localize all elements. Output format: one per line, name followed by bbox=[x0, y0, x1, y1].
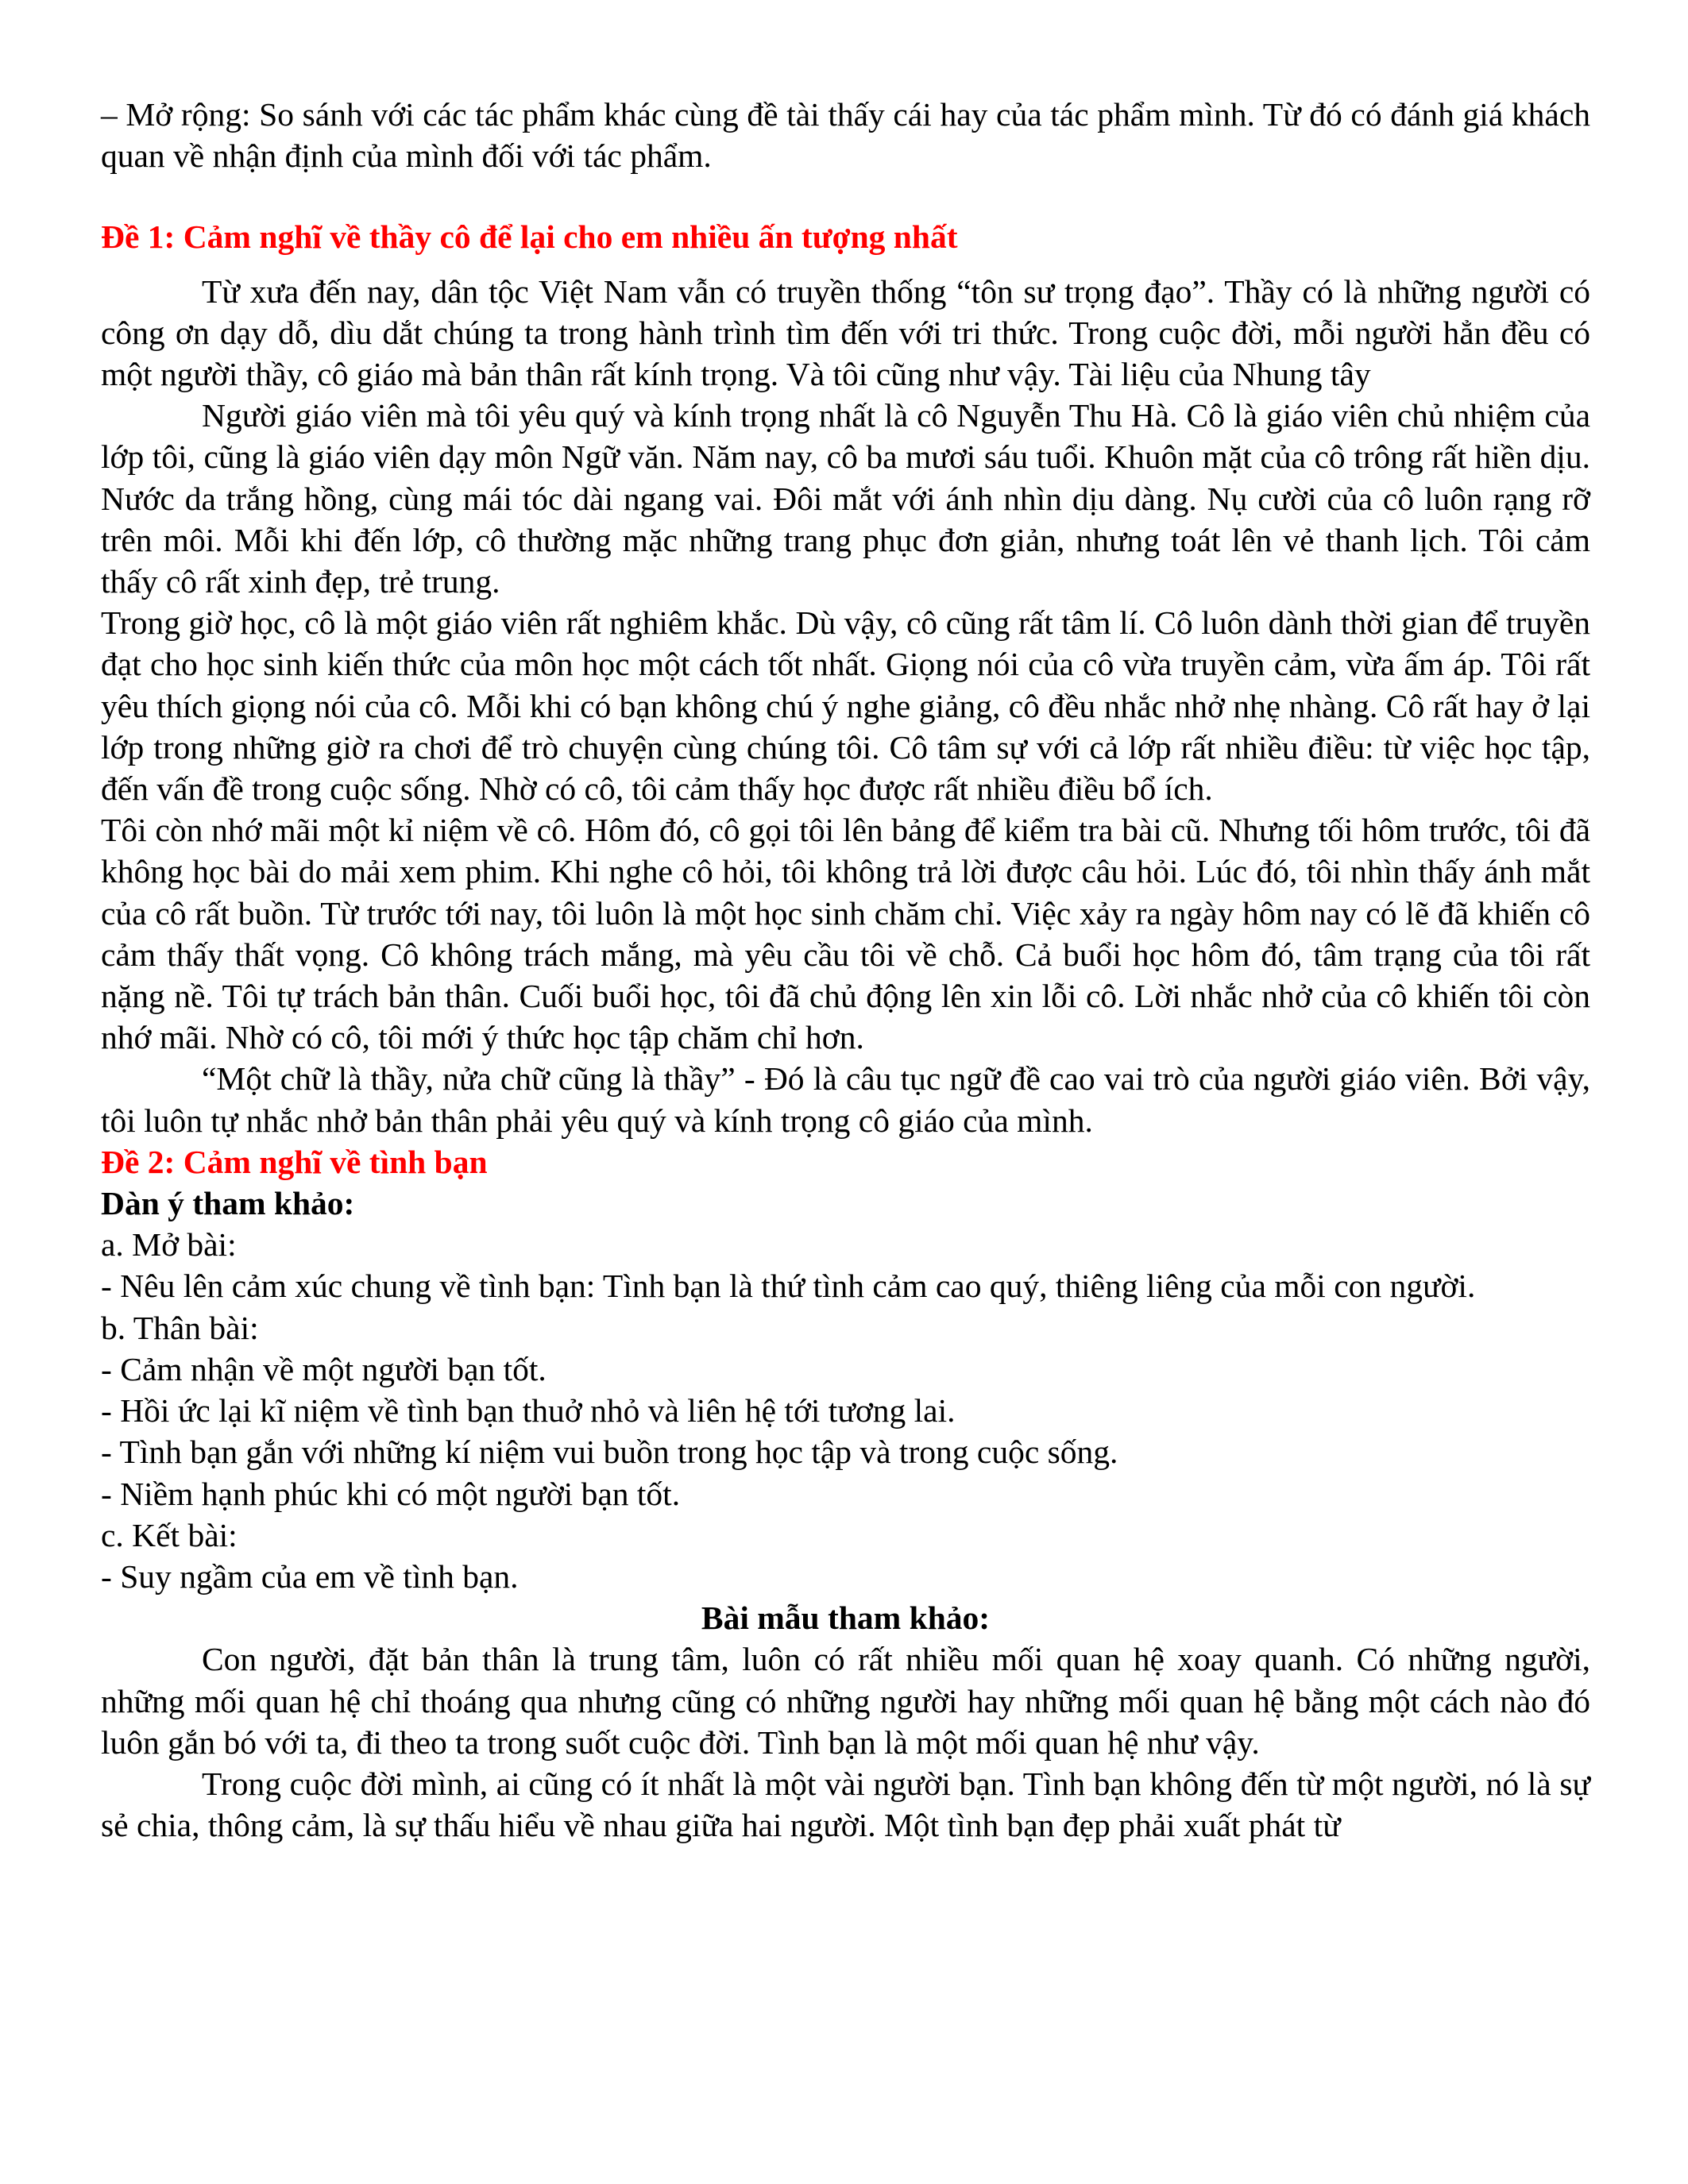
than-bai-item: - Niềm hạnh phúc khi có một người bạn tốt. bbox=[101, 1475, 681, 1512]
than-bai-item: - Hồi ức lại kĩ niệm về tình bạn thuở nhỏ và liên hệ tới tương lai. bbox=[101, 1392, 956, 1430]
spacer bbox=[101, 258, 1590, 271]
bai-mau-paragraph-1: Con người, đặt bản thân là trung tâm, luôn có rất nhiều mối quan hệ xoay quanh. Có những người, những mối quan hệ chỉ thoáng qua nhưng cũng có những người hay những mối quan hệ bằng một cách nào đó luôn gắn bó với ta, đi theo ta trong suốt cuộc đời. Tình bạn là một mối quan hệ như vậy. bbox=[101, 1641, 1590, 1761]
bai-mau-title: Bài mẫu tham khảo: bbox=[701, 1599, 991, 1637]
de1-paragraph-4: Tôi còn nhớ mãi một kỉ niệm về cô. Hôm đó, cô gọi tôi lên bảng để kiểm tra bài cũ. Nhưng tối hôm trước, tôi đã không học bài do mải xem phim. Khi nghe cô hỏi, tôi không trả lời được câu hỏi. Lúc đó, tôi nhìn thấy ánh mắt của cô rất buồn. Từ trước tới nay, tôi luôn là một học sinh chăm chỉ. Việc xảy ra ngày hôm nay có lẽ đã khiến cô cảm thấy thất vọng. Cô không trách mắng, mà yêu cầu tôi về chỗ. Cả buổi học hôm đó, tâm trạng của tôi rất nặng nề. Tôi tự trách bản thân. Cuối buổi học, tôi đã chủ động lên xin lỗi cô. Lời nhắc nhở của cô khiến tôi còn nhớ mãi. Nhờ có cô, tôi mới ý thức học tập chăm chỉ hơn. bbox=[101, 812, 1590, 1056]
dan-y-title: Dàn ý tham khảo: bbox=[101, 1185, 355, 1222]
de1-paragraph-5: “Một chữ là thầy, nửa chữ cũng là thầy” - Đó là câu tục ngữ đề cao vai trò của người giáo viên. Bởi vậy, tôi luôn tự nhắc nhở bản thân phải yêu quý và kính trọng cô giáo của mình. bbox=[101, 1060, 1590, 1139]
de1-paragraph-2: Người giáo viên mà tôi yêu quý và kính trọng nhất là cô Nguyễn Thu Hà. Cô là giáo viên chủ nhiệm của lớp tôi, cũng là giáo viên dạy môn Ngữ văn. Năm nay, cô ba mươi sáu tuổi. Khuôn mặt của cô trông rất hiền dịu. Nước da trắng hồng, cùng mái tóc dài ngang vai. Đôi mắt với ánh nhìn dịu dàng. Nụ cười của cô luôn rạng rỡ trên môi. Mỗi khi đến lớp, cô thường mặc những trang phục đơn giản, nhưng toát lên vẻ thanh lịch. Tôi cảm thấy cô rất xinh đẹp, trẻ trung. bbox=[101, 397, 1590, 600]
intro-mo-rong: – Mở rộng: So sánh với các tác phẩm khác cùng đề tài thấy cái hay của tác phẩm mình. Từ đó có đánh giá khách quan về nhận định của mình đối với tác phẩm. bbox=[101, 96, 1590, 175]
de1-paragraph-3: Trong giờ học, cô là một giáo viên rất nghiêm khắc. Dù vậy, cô cũng rất tâm lí. Cô luôn dành thời gian để truyền đạt cho học sinh kiến thức của môn học một cách tốt nhất. Giọng nói của cô vừa truyền cảm, vừa ấm áp. Tôi rất yêu thích giọng nói của cô. Mỗi khi có bạn không chú ý nghe giảng, cô đều nhắc nhở nhẹ nhàng. Cô rất hay ở lại lớp trong những giờ ra chơi để trò chuyện cùng chúng tôi. Cô tâm sự với cả lớp rất nhiều điều: từ việc học tập, đến vấn đề trong cuộc sống. Nhờ có cô, tôi cảm thấy học được rất nhiều điều bổ ích. bbox=[101, 604, 1590, 808]
bai-mau-paragraph-2: Trong cuộc đời mình, ai cũng có ít nhất là một vài người bạn. Tình bạn không đến từ một người, nó là sự sẻ chia, thông cảm, là sự thấu hiểu về nhau giữa hai người. Một tình bạn đẹp phải xuất phát từ bbox=[101, 1765, 1590, 1844]
de1-heading: Đề 1: Cảm nghĩ về thầy cô để lại cho em nhiều ấn tượng nhất bbox=[101, 218, 958, 256]
than-bai-item: - Tình bạn gắn với những kí niệm vui buồn trong học tập và trong cuộc sống. bbox=[101, 1433, 1118, 1471]
mo-bai-item: - Nêu lên cảm xúc chung về tình bạn: Tình bạn là thứ tình cảm cao quý, thiêng liêng của mỗi con người. bbox=[101, 1268, 1476, 1305]
ket-bai-item: - Suy ngầm của em về tình bạn. bbox=[101, 1557, 519, 1595]
than-bai-label: b. Thân bài: bbox=[101, 1309, 259, 1346]
spacer bbox=[101, 176, 1590, 216]
than-bai-item: - Cảm nhận về một người bạn tốt. bbox=[101, 1350, 547, 1387]
de2-heading: Đề 2: Cảm nghĩ về tình bạn bbox=[101, 1143, 488, 1180]
mo-bai-label: a. Mở bài: bbox=[101, 1226, 237, 1264]
ket-bai-label: c. Kết bài: bbox=[101, 1516, 238, 1553]
document-page bbox=[101, 94, 1590, 1846]
de1-paragraph-1: Từ xưa đến nay, dân tộc Việt Nam vẫn có truyền thống “tôn sư trọng đạo”. Thầy có là những người có công ơn dạy dỗ, dìu dắt chúng ta trong hành trình tìm đến với tri thức. Trong cuộc đời, mỗi người hẳn đều có một người thầy, cô giáo mà bản thân rất kính trọng. Và tôi cũng như vậy. Tài liệu của Nhung tây bbox=[101, 272, 1590, 393]
